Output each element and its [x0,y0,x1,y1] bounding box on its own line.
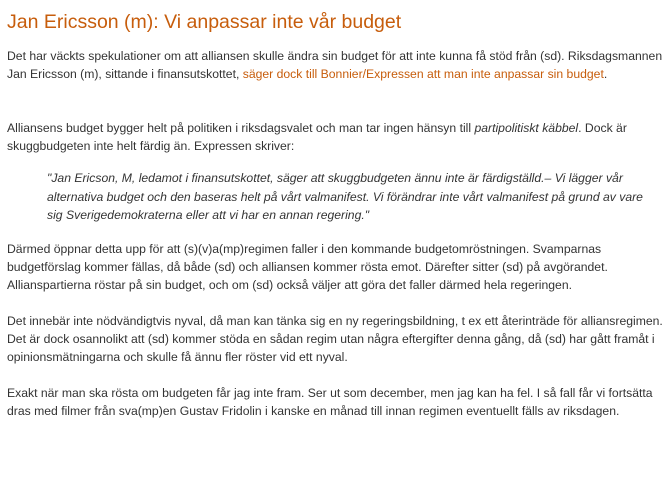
paragraph-new-election: Det innebär inte nödvändigtvis nyval, då man kan tänka sig en ny regeringsbildning, t ex ett återinträde för alliansregimen. Det är dock osannolikt att (sd) kommer stöda en sådan regim utan några eftergifter denna gång, då (sd) har gått framåt i opinionsmätningarna och skulle få ännu fler röster vid ett nyval. [7,313,663,364]
expressen-quote: "Jan Ericson, M, ledamot i finansutskottet, säger att skuggbudgeten ännu inte är färdigställd.– Vi lägger vår alternativa budget och den baseras helt på vårt valmanifest. Vi förändrar inte vårt valmanifest på grund av vare sig Sverigedemokraterna eller att vi har en annan regering." [47,171,643,222]
paragraph-timing: Exakt när man ska rösta om budgeten får jag inte fram. Ser ut som december, men jag kan ha fel. I så fall får vi fortsätta dras med filmer från sva(mp)en Gustav Fridolin i kanske en månad till innan regimen eventuellt fälls av riksdagen. [7,385,653,418]
budget-text-start: Alliansens budget bygger helt på politiken i riksdagsvalet och man tar ingen hänsyn till [7,121,475,135]
expressen-article-link[interactable]: säger dock till Bonnier/Expressen att man inte anpassar sin budget [242,67,604,81]
emphasis-text: partipolitiskt käbbel [474,121,579,135]
paragraph-intro [7,47,664,83]
budget-text-end: . Dock är skuggbudgeten inte helt färdig än. Expressen skriver: [7,121,627,153]
intro-end: . [603,67,608,81]
intro-text: Det har väckts spekulationer om att alliansen skulle ändra sin budget för att inte kunna få stöd från (sd). Riksdagsmannen Jan Ericsson (m), sittande i finansutskottet, [7,49,663,81]
paragraph-budget [7,119,664,155]
post-title[interactable]: Jan Ericsson (m): Vi anpassar inte vår budget [7,11,402,33]
paragraph-consequence: Därmed öppnar detta upp för att (s)(v)a(mp)regimen faller i den kommande budgetomröstningen. Svamparnas budgetförslag kommer fällas, då både (sd) och alliansen kommer rösta emot. Därefter sitter (sd) på avgörandet. Allianspartierna röstar på sin budget, och om (sd) också väljer att göra det faller därmed hela regeringen. [7,241,608,292]
